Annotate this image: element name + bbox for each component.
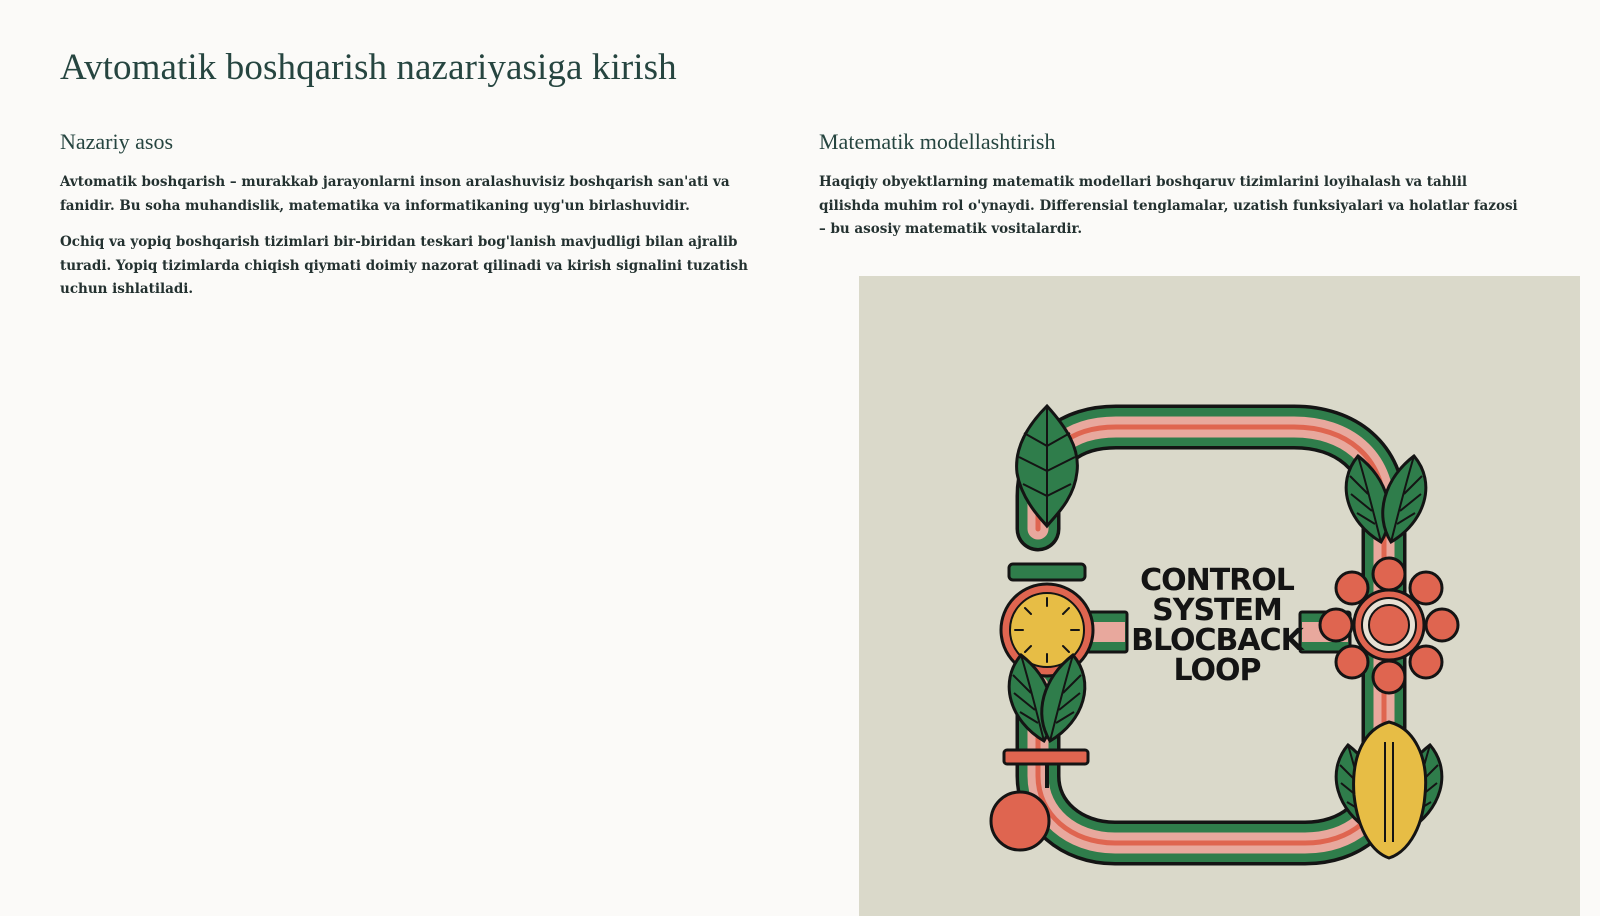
small-red-bulb-icon bbox=[991, 792, 1049, 850]
matematik-modellashtirish-paragraph: Haqiqiy obyektlarning matematik modellari boshqaruv tizimlarini loyihalash va tahlil qilishda muhim rol o'ynaydi. Differensial tenglamalar, uzatish funksiyalari va holatlar fazosi – bu asosiy matematik vositalardir. bbox=[819, 174, 1518, 237]
center-poster-text bbox=[1131, 563, 1306, 688]
control-loop-poster bbox=[859, 276, 1580, 916]
matematik-modellashtirish-section bbox=[819, 127, 1540, 255]
control-loop-illustration bbox=[859, 276, 1580, 916]
nazariy-asos-section bbox=[60, 127, 770, 315]
poster-text-control: CONTROL bbox=[1140, 563, 1294, 598]
poster-text-system: SYSTEM bbox=[1152, 593, 1282, 628]
nazariy-asos-heading: Nazariy asos bbox=[60, 129, 174, 154]
poster-text-loop: LOOP bbox=[1173, 653, 1261, 688]
matematik-modellashtirish-heading: Matematik modellashtirish bbox=[819, 129, 1056, 154]
page-title: Avtomatik boshqarish nazariyasiga kirish bbox=[60, 47, 677, 88]
nazariy-asos-paragraph-1: Avtomatik boshqarish – murakkab jarayonlarni inson aralashuvisiz boshqarish san'ati va fanidir. Bu soha muhandislik, matematika va informatikaning uyg'un birlashuvidir. bbox=[60, 174, 730, 214]
flower-icon bbox=[1320, 558, 1458, 693]
poster-text-blocback: BLOCBACK bbox=[1131, 623, 1303, 658]
nazariy-asos-paragraph-2: Ochiq va yopiq boshqarish tizimlari bir-biridan teskari bog'lanish mavjudligi bilan ajralib turadi. Yopiq tizimlarda chiqish qiymati doimiy nazorat qilinadi va kirish signalini tuzatish uchun ishlatiladi. bbox=[60, 234, 748, 297]
